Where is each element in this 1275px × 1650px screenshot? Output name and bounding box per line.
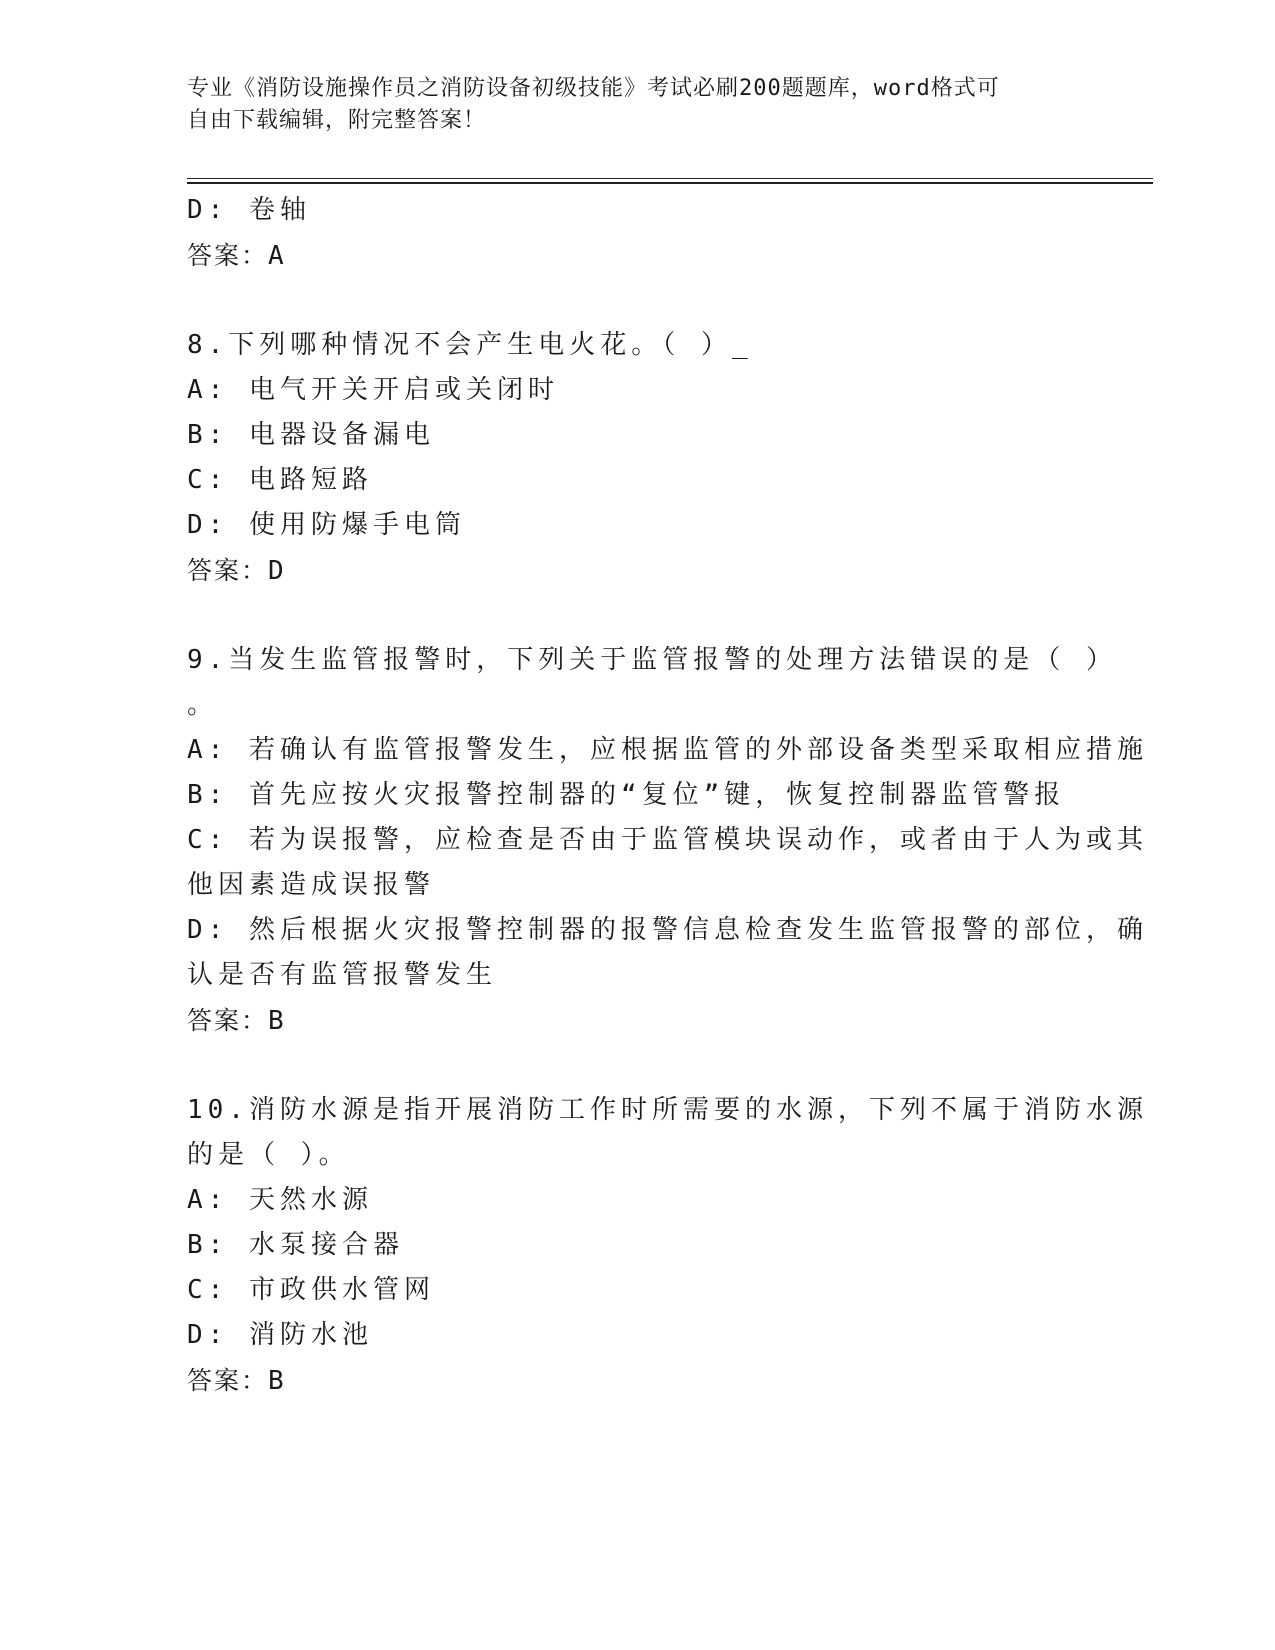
question-8-option-a: A: 电气开关开启或关闭时 (187, 375, 559, 405)
answer-value: B (268, 1006, 285, 1036)
question-9-option-b: B: 首先应按火灾报警控制器的“复位”键，恢复控制器监管警报 (187, 780, 1066, 810)
question-8-option-d: D: 使用防爆手电筒 (187, 510, 466, 540)
question-10-option-d: D: 消防水池 (187, 1320, 373, 1350)
question-9-option-c: C: 若为误报警，应检查是否由于监管模块误动作，或者由于人为或其 (187, 825, 1148, 855)
answer-label: 答案： (187, 1006, 269, 1035)
question-8-answer (187, 548, 1077, 593)
answer-label: 答案： (187, 1366, 269, 1395)
question-10-title-continued: 的是（ ）。 (187, 1140, 350, 1170)
question-content (187, 188, 1148, 1403)
prev-answer (187, 233, 1077, 278)
question-9-title-continued: 。 (187, 690, 219, 720)
header-line-1: 专业《消防设施操作员之消防设备初级技能》考试必刷200题题库，word格式可 (187, 76, 1000, 101)
question-9-title: 9.当发生监管报警时，下列关于监管报警的处理方法错误的是（ ） (187, 645, 1117, 675)
spacer (187, 278, 1077, 323)
question-8-option-c: C: 电路短路 (187, 465, 373, 495)
question-10-answer (187, 1358, 1077, 1403)
answer-label: 答案： (187, 556, 269, 585)
question-9-option-a: A: 若确认有监管报警发生，应根据监管的外部设备类型采取相应措施 (187, 735, 1148, 765)
question-9-option-c-continued: 他因素造成误报警 (187, 870, 436, 900)
question-10-option-c: C: 市政供水管网 (187, 1275, 435, 1305)
question-10-title: 10.消防水源是指开展消防工作时所需要的水源，下列不属于消防水源 (187, 1095, 1148, 1125)
spacer (187, 1043, 1077, 1088)
answer-value: B (268, 1366, 285, 1396)
question-10-option-a: A: 天然水源 (187, 1185, 373, 1215)
spacer (187, 593, 1077, 638)
header-divider-thin (187, 178, 1153, 179)
header-divider-thick (187, 182, 1153, 184)
question-9-option-d: D: 然后根据火灾报警控制器的报警信息检查发生监管报警的部位，确 (187, 915, 1148, 945)
header-line-2: 自由下载编辑，附完整答案！ (187, 108, 487, 133)
answer-label: 答案： (187, 241, 269, 270)
prev-option-d: D: 卷轴 (187, 195, 311, 225)
answer-value: D (268, 556, 285, 586)
answer-value: A (268, 241, 285, 271)
question-8-option-b: B: 电器设备漏电 (187, 420, 435, 450)
question-8-title: 8.下列哪种情况不会产生电火花。（ ）_ (187, 330, 753, 360)
question-9-option-d-continued: 认是否有监管报警发生 (187, 960, 498, 990)
page-header (187, 73, 1067, 137)
question-9-answer (187, 998, 1077, 1043)
question-10-option-b: B: 水泵接合器 (187, 1230, 404, 1260)
